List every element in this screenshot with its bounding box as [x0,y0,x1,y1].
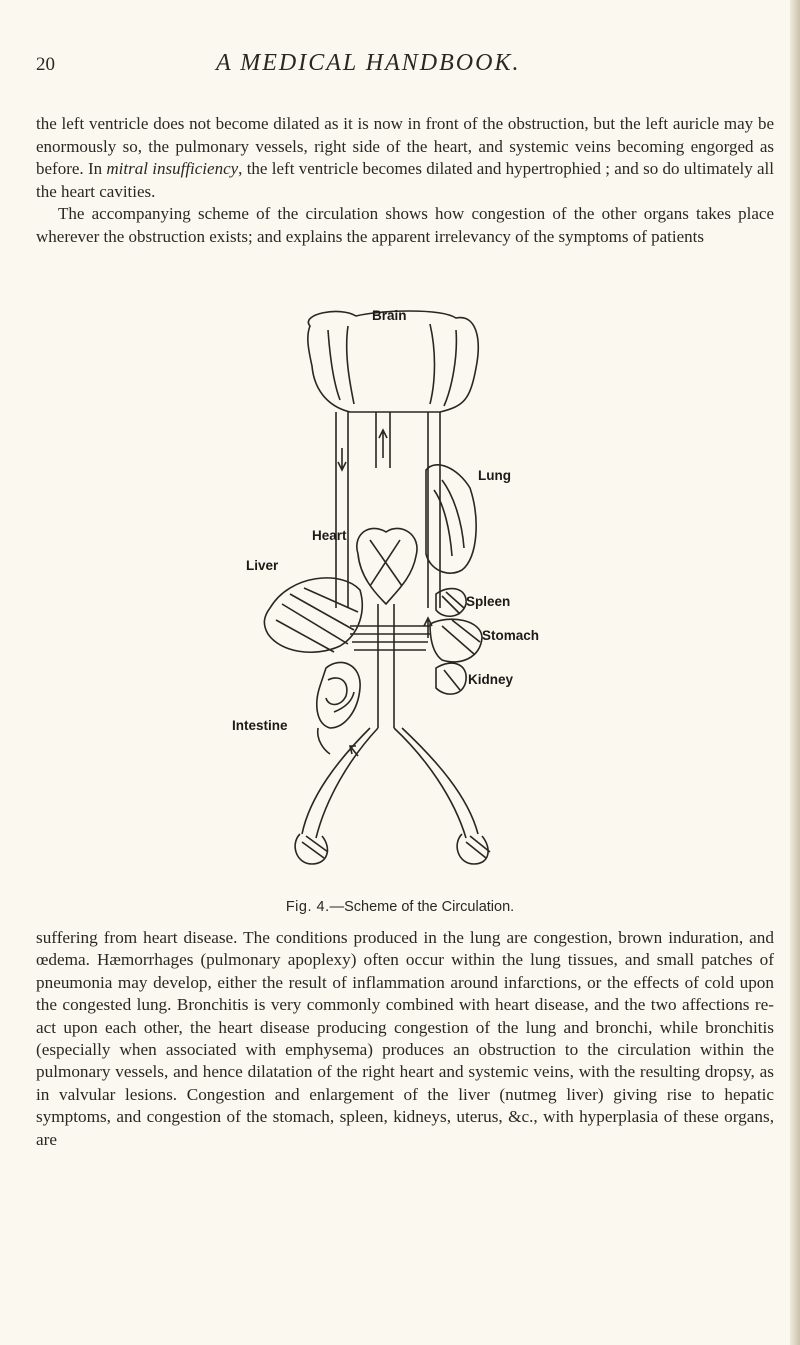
label-lung: Lung [478,468,511,483]
stomach-shape [430,619,482,662]
aorta [378,604,394,728]
label-stomach: Stomach [482,628,540,643]
page-edge [790,0,800,1345]
text-block-top [36,113,774,249]
portal-bands [350,626,430,650]
circulation-figure [230,308,560,868]
lung-shape [426,465,476,573]
label-intestine: Intestine [232,718,288,733]
paragraph-mitral-start: the left ventricle does not become dilated as it is now in front of the obstruction, but the left auricle may be enormously so, the pulmonary vessels, right side of the heart, and systemic veins becoming engorged as before. In [36,114,774,179]
text-block-bottom [36,927,774,1151]
paragraph-mitral [36,113,774,203]
heart-shape [357,528,417,604]
figure-caption [0,899,800,915]
figure-caption-text: —Scheme of the Circulation. [329,899,515,915]
brain-shape [308,311,478,412]
running-head [36,50,756,80]
circulation-diagram [230,308,560,868]
figure-number: Fig. 4. [285,899,330,915]
brain-vessels [336,412,440,608]
lower-vessels [302,728,478,838]
label-heart: Heart [312,528,347,543]
paragraph-scheme: The accompanying scheme of the circulation shows how congestion of the other organs takes place wherever the obstruction exists; and explains the apparent irrelevancy of the symptoms of patients [36,204,774,246]
paragraph-mitral-end: , the left ventricle becomes dilated and hypertrophied ; and so do ultimately all the heart cavities. [36,159,774,201]
label-brain: Brain [372,308,407,323]
label-liver: Liver [246,558,279,573]
label-kidney: Kidney [468,672,514,687]
book-title: A MEDICAL HANDBOOK. [216,50,521,76]
paragraph-lung-conditions: suffering from heart disease. The conditions produced in the lung are congestion, brown induration, and œdema. Hæmorrhages (pulmonary apoplexy) often occur within the lung tissues, and small patches of pneumonia may develop, either the result of inflammation around infarctions, or the effects of cold upon the congested lung. Bronchitis is very commonly combined with heart disease, and the two affections re-act upon each other, the heart disease producing congestion of the lung and bronchi, while bronchitis (especially when associated with emphysema) produces an obstruction to the circulation within the pulmonary vessels, and hence dilatation of the right heart and systemic veins, with the resulting dropsy, as in valvular lesions. Congestion and enlargement of the liver (nutmeg liver) giving rise to hepatic symptoms, and congestion of the stomach, spleen, kidneys, uterus, &c., with hyperplasia of these organs, are [36,928,774,1149]
mitral-insufficiency-emphasis: mitral insufficiency [106,159,239,179]
page-number: 20 [36,54,55,75]
label-spleen: Spleen [466,594,511,609]
